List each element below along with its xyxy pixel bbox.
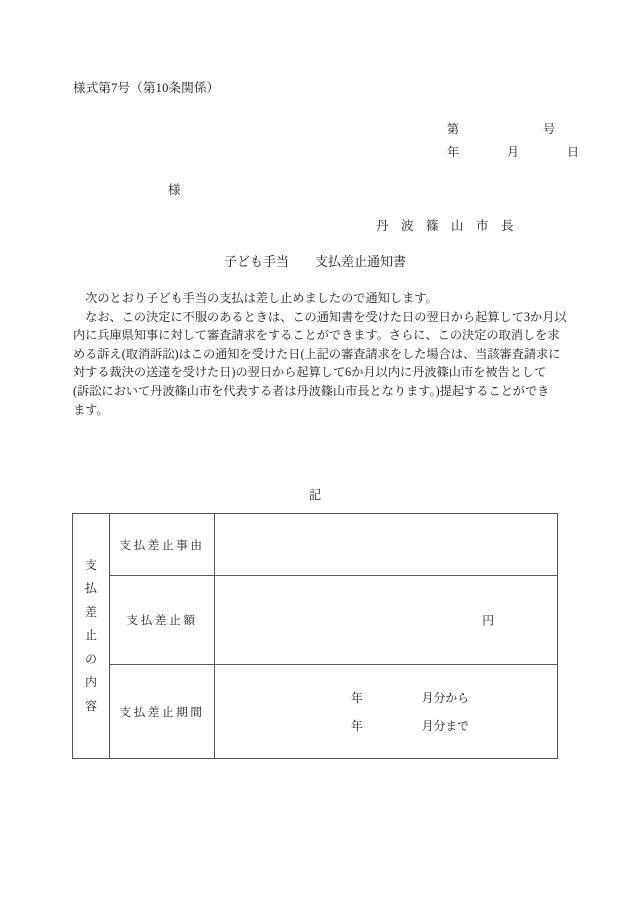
vertical-heading-char: 容 (85, 698, 97, 713)
vertical-heading-char: 差 (85, 604, 97, 619)
row-value-amount[interactable] (215, 576, 558, 665)
table-row (73, 665, 558, 759)
row-label-reason: 支払差止事由 (110, 514, 215, 576)
table-row (73, 576, 558, 665)
row-label-amount: 支払差止額 (110, 576, 215, 665)
table-row (73, 514, 558, 576)
page-title: 子ども手当 支払差止通知書 (223, 254, 406, 269)
vertical-heading-cell (73, 514, 110, 759)
row-value-period[interactable] (215, 665, 558, 759)
payment-suspension-table (72, 513, 558, 759)
period-to-field: 年 月分まで (351, 718, 469, 733)
issuer-name: 丹 波 篠 山 市 長 (376, 219, 514, 233)
body-line: (訴訟において丹波篠山市を代表する者は丹波篠山市長となります。)提起することができ (73, 383, 550, 398)
body-line: なお、この決定に不服のあるときは、この通知書を受けた日の翌日から起算して3か月以 (73, 309, 567, 324)
ki-marker: 記 (308, 488, 322, 502)
period-fields (351, 684, 469, 740)
body-line: ます。 (73, 402, 109, 417)
vertical-heading-char: 止 (85, 628, 97, 643)
row-label-period: 支払差止期間 (110, 665, 215, 759)
vertical-heading-char: 内 (85, 675, 97, 690)
period-from-field: 年 月分から (351, 690, 469, 705)
vertical-heading-char: 支 (85, 557, 97, 572)
body-paragraph (73, 289, 567, 419)
body-line: 対する裁決の送達を受けた日)の翌日から起算して6か月以内に丹波篠山市を被告として (73, 365, 547, 380)
body-line: める訴え(取消訴訟)はこの通知を受けた日(上記の審査請求をした場合は、当該審査請求に (73, 346, 561, 361)
document-number-field: 第 号 (447, 122, 556, 136)
form-number: 様式第7号（第10条関係） (73, 81, 220, 95)
vertical-heading-char: の (85, 651, 97, 666)
yen-unit-label: 円 (482, 613, 494, 628)
document-date-field: 年 月 日 (447, 145, 580, 159)
vertical-heading-char: 払 (85, 581, 97, 596)
body-line: 次のとおり子ども手当の支払は差し止めましたので通知します。 (73, 291, 438, 305)
addressee-honorific: 様 (168, 183, 181, 197)
row-value-reason[interactable] (215, 514, 558, 576)
body-line: 内に兵庫県知事に対して審査請求をすることができます。さらに、この決定の取消しを求 (73, 328, 560, 343)
